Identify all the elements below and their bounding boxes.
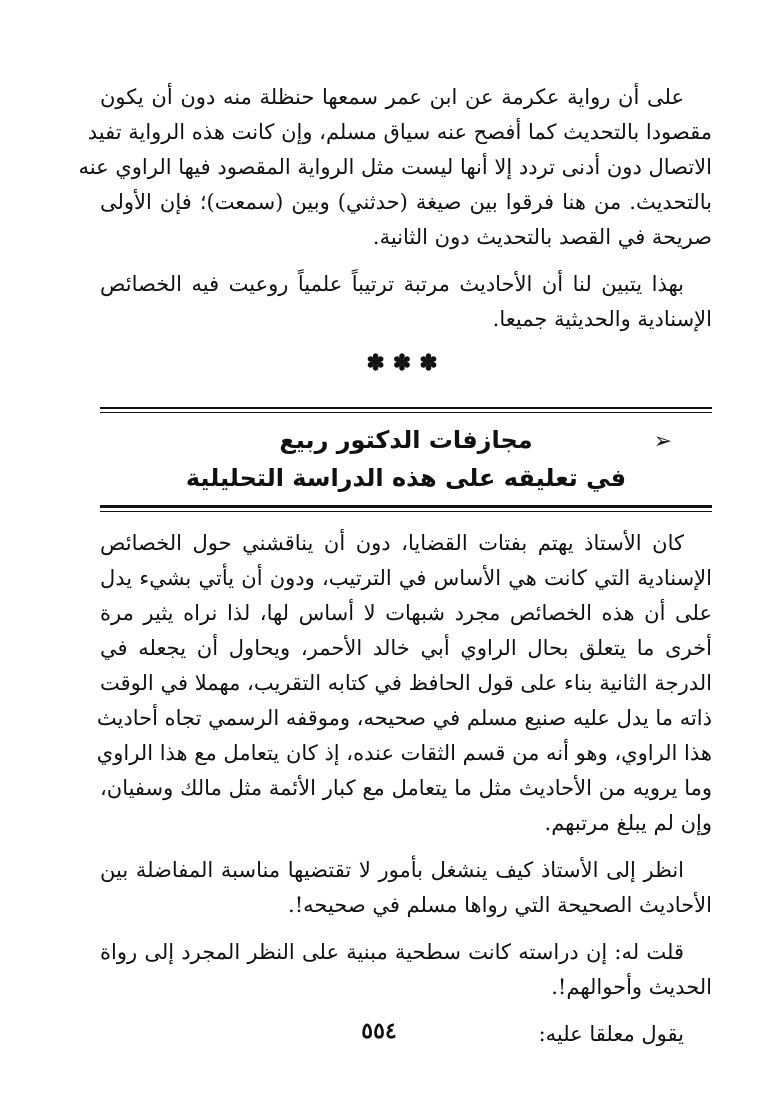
text-line: الأحاديث الصحيحة التي رواها مسلم في صحيحه!. [288, 893, 712, 917]
text-line: بهذا يتبين لنا أن الأحاديث مرتبة ترتيباً علمياً روعيت فيه الخصائص [100, 272, 684, 296]
separator-stars: ✽✽✽ [366, 350, 446, 376]
paragraph-conclusion [100, 267, 712, 337]
text-line: الإسنادية التي كانت هي الأساس في الترتيب، ودون أن يأتي بشيء يدل [100, 566, 712, 590]
text-line: هذا الراوي، وهو أنه من قسم الثقات عنده، إذ كان يتعامل مع هذا الراوي [96, 741, 712, 765]
text-line: انظر إلى الأستاذ كيف ينشغل بأمور لا تقتضيها مناسبة المفاضلة بين [100, 858, 684, 882]
heading-line-2: في تعليقه على هذه الدراسة التحليلية [185, 464, 627, 492]
text-line: الاتصال دون أدنى تردد إلا أنها ليست مثل الرواية المقصود فيها الراوي عنه [78, 155, 712, 179]
text-line: الدرجة الثانية بناء على قول الحافظ في كتابه التقريب، مهملا في الوقت [100, 671, 712, 695]
text-line: صريحة في القصد بالتحديث دون الثانية. [372, 225, 712, 249]
paragraph-critique [96, 526, 712, 841]
text-line: بالتحديث. من هنا فرقوا بين صيغة (حدثني) وبين (سمعت)؛ فإن الأولى [100, 190, 712, 214]
paragraph-observation [100, 853, 712, 923]
text-line: وإن لم يبلغ مرتبهم. [544, 811, 712, 835]
paragraph-intro [78, 80, 712, 255]
page-body [78, 80, 712, 1052]
arrow-bullet-icon: ➢ [653, 429, 672, 454]
heading-line-1: مجازفات الدكتور ربيع [279, 426, 533, 454]
text-line: قلت له: إن دراسته كانت سطحية مبنية على النظر المجرد إلى رواة [100, 940, 684, 964]
text-line: مقصودا بالتحديث كما أفصح عنه سياق مسلم، وإن كانت هذه الرواية تفيد [87, 120, 712, 144]
page-number: ٥٥٤ [361, 1018, 397, 1044]
text-line: أخرى ما يتعلق بحال الراوي أبي خالد الأحمر، ويحاول أن يجعله في [100, 636, 712, 660]
text-line: وما يرويه من الأحاديث مثل ما يتعامل مع كبار الأئمة مثل مالك وسفيان، [100, 776, 712, 800]
text-line: الحديث وأحوالهم!. [551, 975, 712, 999]
text-line: يقول معلقا عليه: [538, 1022, 684, 1046]
text-line: كان الأستاذ يهتم بفتات القضايا، دون أن يناقشني حول الخصائص [100, 531, 684, 555]
section-separator [100, 343, 712, 383]
heading-bottom-rule [100, 505, 712, 512]
section-heading [100, 413, 712, 497]
text-line: على أن رواية عكرمة عن ابن عمر سمعها حنظلة منه دون أن يكون [100, 85, 684, 109]
paragraph-reply [100, 935, 712, 1005]
text-line: على أن هذه الخصائص مجرد شبهات لا أساس لها، لذا نراه يثير مرة [100, 601, 712, 625]
text-line: ذاته ما يدل عليه صنيع مسلم في صحيحه، وموقفه الرسمي تجاه أحاديث [96, 706, 712, 730]
text-line: الإسنادية والحديثية جميعا. [492, 307, 712, 331]
